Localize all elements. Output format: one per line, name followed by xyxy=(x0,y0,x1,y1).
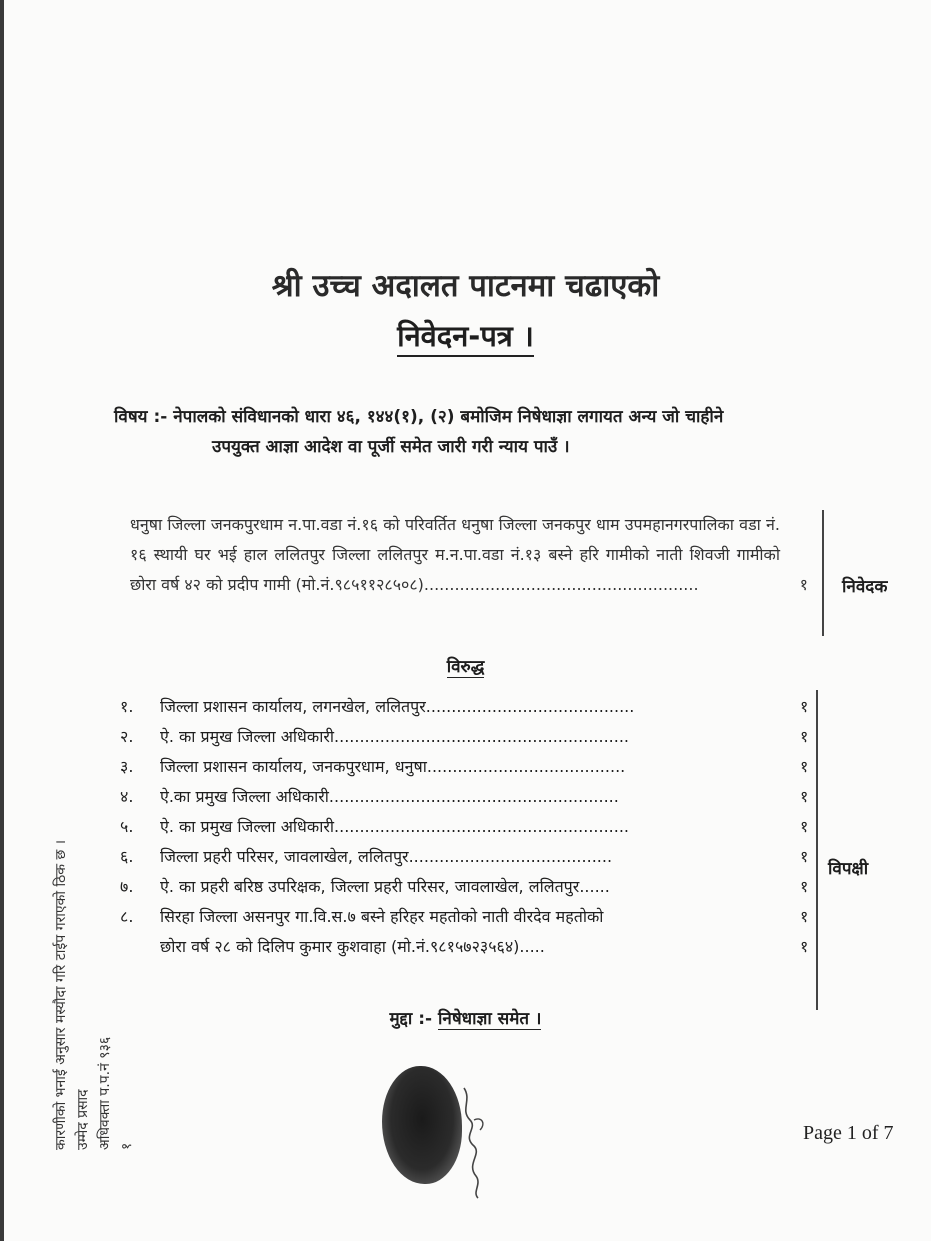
margin-note xyxy=(50,840,138,1150)
respondent-count: १ xyxy=(800,727,809,746)
respondent-number: ७. xyxy=(120,877,134,896)
case-label: मुद्दा :- xyxy=(389,1009,433,1029)
respondents-divider xyxy=(816,690,818,1010)
document-subtitle xyxy=(0,316,931,355)
scan-edge xyxy=(0,0,4,1241)
respondent-item xyxy=(120,782,820,812)
respondent-item xyxy=(120,722,820,752)
respondent-text: सिरहा जिल्ला असनपुर गा.वि.स.७ बस्ने हरिहर महतोको नाती वीरदेव महतोको xyxy=(160,907,604,926)
versus-heading xyxy=(0,654,931,677)
respondent-text: ऐ. का प्रहरी बरिष्ठ उपरिक्षक, जिल्ला प्रहरी परिसर, जावलाखेल, ललितपुर...... xyxy=(160,877,610,896)
subject-line-1: विषय :- नेपालको संविधानको धारा ४६, १४४(१), (२) बमोजिम निषेधाज्ञा लगायत अन्य जो चाहीने xyxy=(114,407,724,427)
respondent-text: जिल्ला प्रशासन कार्यालय, लगनखेल, ललितपुर......................................... xyxy=(160,697,635,716)
respondent-item xyxy=(120,812,820,842)
respondent-text: ऐ.का प्रमुख जिल्ला अधिकारी......................................................... xyxy=(160,787,619,806)
petitioner-details xyxy=(130,510,808,600)
respondent-number: ६. xyxy=(120,847,134,866)
respondent-count: १ xyxy=(800,937,809,956)
respondent-text: ऐ. का प्रमुख जिल्ला अधिकारी.......................................................... xyxy=(160,817,630,836)
petitioner-text: धनुषा जिल्ला जनकपुरधाम न.पा.वडा नं.१६ को परिवर्तित धनुषा जिल्ला जनकपुर धाम उपमहानगरपालिका वडा नं. १६ स्थायी घर भई हाल ललितपुर जिल्ला ललितपुर म.न.पा.वडा नं.१३ बस्ने हरि गामीको नाती शिवजी गामीको छोरा वर्ष ४२ को प्रदीप गामी (मो.नं.९८५११२८५०८)...................................................... xyxy=(130,515,780,594)
margin-note-line-2: उम्मेद प्रसाद xyxy=(75,1089,91,1150)
respondent-count: १ xyxy=(800,817,809,836)
respondent-number: २. xyxy=(120,727,134,746)
respondent-count: १ xyxy=(800,907,809,926)
respondent-item xyxy=(120,752,820,782)
page-number: Page 1 of 7 xyxy=(803,1122,894,1144)
case-value: निषेधाज्ञा समेत । xyxy=(438,1009,542,1029)
respondents-list xyxy=(120,692,820,962)
petitioner-count: १ xyxy=(799,575,808,594)
respondent-text: ऐ. का प्रमुख जिल्ला अधिकारी.......................................................... xyxy=(160,727,630,746)
respondent-text: जिल्ला प्रहरी परिसर, जावलाखेल, ललितपुर........................................ xyxy=(160,847,613,866)
petitioner-divider xyxy=(822,510,824,636)
document-subtitle-text: निवेदन-पत्र । xyxy=(397,319,534,357)
versus-text: विरुद्ध xyxy=(446,657,485,677)
respondent-item xyxy=(120,842,820,872)
respondent-item xyxy=(120,872,820,902)
respondent-item xyxy=(120,692,820,722)
respondent-count: १ xyxy=(800,877,809,896)
court-title: श्री उच्च अदालत पाटनमा चढाएको xyxy=(271,268,660,304)
respondent-text: जिल्ला प्रशासन कार्यालय, जनकपुरधाम, धनुषा....................................... xyxy=(160,757,626,776)
subject-line-2: उपयुक्त आज्ञा आदेश वा पूर्जी समेत जारी गरी न्याय पाउँ । xyxy=(212,437,570,457)
respondent-number: ३. xyxy=(120,757,134,776)
signature-mark xyxy=(452,1080,492,1200)
subject-block xyxy=(114,402,914,462)
thumbprint-mark xyxy=(382,1066,462,1184)
respondent-number: ५. xyxy=(120,817,134,836)
respondent-item xyxy=(120,902,820,932)
respondent-count: १ xyxy=(800,847,809,866)
case-line xyxy=(0,1006,931,1029)
petitioner-label: निवेदक xyxy=(842,577,888,597)
margin-note-line-4: १ xyxy=(119,1142,135,1150)
respondent-text: छोरा वर्ष २८ को दिलिप कुमार कुशवाहा (मो.नं.९८१५७२३५६४)..... xyxy=(160,937,545,956)
margin-note-line-1: कारणीको भनाई अनुसार मस्यौदा गरि टाईप गराएको ठिक छ । xyxy=(53,839,69,1150)
respondent-item xyxy=(120,932,820,962)
respondents-label: विपक्षी xyxy=(828,859,869,879)
margin-note-line-3: अधिवक्ता प.प.नं ९३६ xyxy=(97,1036,113,1150)
respondent-number: ४. xyxy=(120,787,134,806)
respondent-count: १ xyxy=(800,697,809,716)
respondent-number: १. xyxy=(120,697,134,716)
respondent-count: १ xyxy=(800,787,809,806)
respondent-number: ८. xyxy=(120,907,134,926)
respondent-count: १ xyxy=(800,757,809,776)
